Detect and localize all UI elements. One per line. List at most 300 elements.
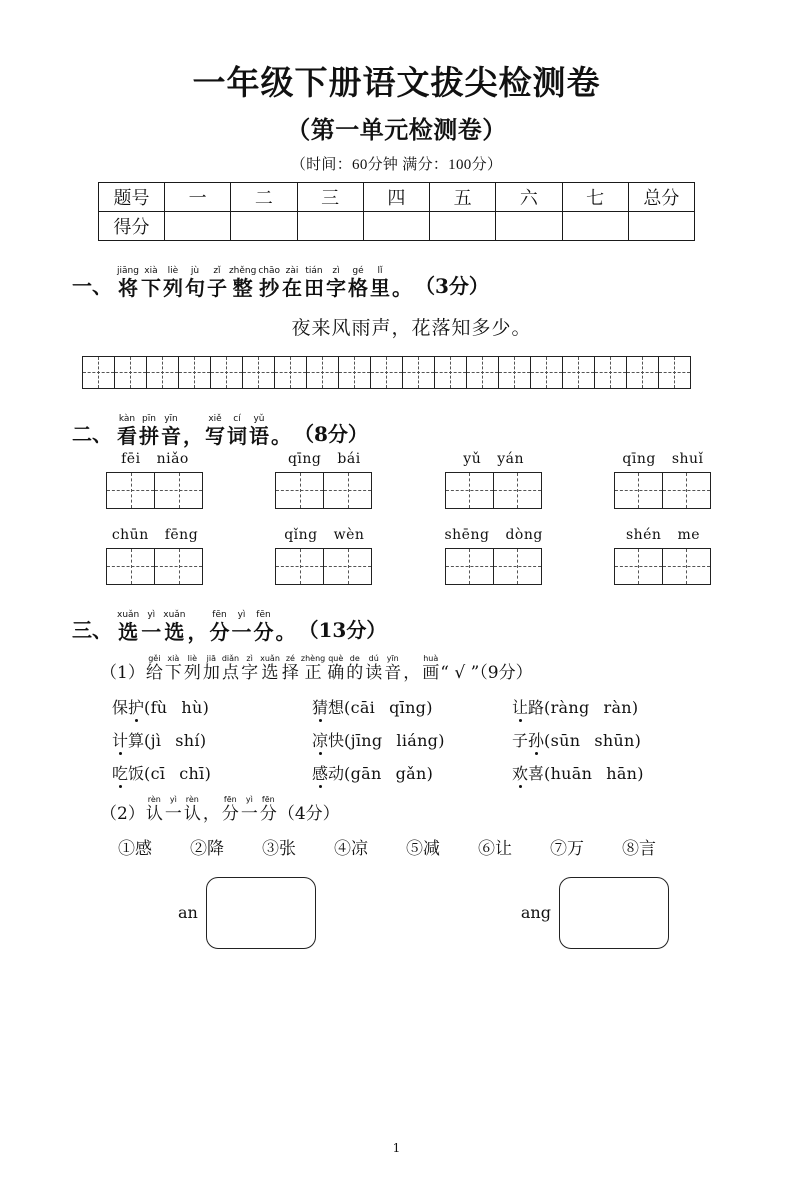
ruby-char [301,655,325,683]
pronunciation-option[interactable]: cī [150,763,166,783]
han-char: 护 [128,695,144,718]
pronunciation-choice-list [112,695,793,784]
section-3-points: （13分） [298,617,387,642]
section-1-number: 一、 [72,273,112,298]
ruby-char [117,267,139,299]
pinyin-syllable: shēng [444,526,490,543]
writing-cell[interactable] [402,356,435,389]
ruby-char [205,415,225,447]
ruby-char [271,415,291,447]
pinyin-syllable: me [677,526,701,543]
pronunciation-row [112,761,793,784]
pinyin-annotation: yì [147,609,156,620]
score-table-colhead: 七 [562,182,628,211]
han-char: 分 [253,619,274,644]
han-char: 田 [304,275,325,300]
ruby-char [163,267,183,299]
pronunciation-option[interactable]: fù [150,697,168,717]
pinyin-annotation: liè [187,653,198,663]
word-pinyin-label [264,451,384,467]
han-char: 拼 [139,423,159,448]
han-char: 给 [145,662,163,683]
han-char: 分 [259,803,277,824]
word-answer-grid[interactable] [603,472,723,509]
ruby-char [146,655,163,683]
han-char: 计 [112,728,128,751]
ruby-char [210,611,230,643]
writing-cell[interactable] [662,472,711,509]
ruby-char [163,611,185,643]
han-char: 下 [140,275,161,300]
han-char: ， [183,423,203,448]
ruby-char [184,796,201,824]
pronunciation-option[interactable]: jīng [350,730,383,750]
pronunciation-options: (gān gǎn) [344,763,434,783]
pinyin-annotation: xuǎn [163,609,186,620]
han-char: 猜 [312,695,328,718]
score-table-colhead: 五 [430,182,496,211]
han-char: 音 [161,423,181,448]
score-table-colhead: 一 [165,182,231,211]
score-table-colhead: 三 [297,182,363,211]
pinyin-annotation: xià [167,653,180,663]
page-subtitle: （第一单元检测卷） [286,114,507,144]
section-3 [72,611,793,643]
word-pinyin-label [603,527,723,543]
pronunciation-options: (cāi qīng) [344,697,433,717]
section-3-ruby-text [116,611,297,643]
writing-cell[interactable] [370,356,403,389]
score-table-cell[interactable] [165,211,231,240]
pronunciation-item [512,761,712,784]
han-char: 在 [282,275,303,300]
word-pinyin-label [434,527,554,543]
ruby-char [254,611,274,643]
pronunciation-option[interactable]: qīng [389,697,427,717]
pinyin-annotation: de [349,653,360,663]
pinyin-annotation: zài [285,265,299,276]
pinyin-word-row [95,527,723,585]
han-char: 抄 [259,275,280,300]
han-char: 孙 [528,728,544,751]
pronunciation-option[interactable]: jì [150,730,162,750]
han-char: 列 [183,662,201,683]
pinyin-annotation: tián [305,265,323,276]
han-char: 。 [275,619,296,644]
word-answer-grid[interactable] [603,548,723,585]
word-answer-grid[interactable] [264,472,384,509]
han-char: 看 [117,423,137,448]
pinyin-syllable: chūn [111,526,149,543]
han-char: 将 [117,275,138,300]
pinyin-word-area [0,451,793,585]
ruby-char [365,655,382,683]
word-answer-grid[interactable] [264,548,384,585]
pinyin-annotation: cí [233,413,241,424]
ruby-char [260,655,280,683]
word-pinyin-label [603,451,723,467]
pinyin-annotation: yīn [386,653,399,663]
writing-cell[interactable] [626,356,659,389]
sub-2-ruby-text [145,796,278,824]
ruby-char [260,796,277,824]
pinyin-annotation: zì [332,265,340,276]
pronunciation-item [512,695,712,718]
han-char: 认 [145,803,163,824]
han-char: 确 [327,662,345,683]
score-table-colhead: 总分 [628,182,694,211]
ruby-char [422,655,439,683]
score-table-row [99,182,695,211]
han-char: 子 [206,275,227,300]
section-3-sub-2-heading [100,796,793,824]
pinyin-syllable: yán [497,450,525,467]
writing-cell[interactable] [114,356,147,389]
pinyin-annotation: chāo [258,265,281,276]
ruby-char [346,655,363,683]
sub-1-label: （1） [100,662,145,683]
pinyin-annotation: rèn [185,794,199,804]
pinyin-annotation: gěi [148,653,161,663]
pronunciation-options: (jì shí) [144,730,207,750]
ruby-char [403,655,420,683]
writing-cell[interactable] [106,472,155,509]
numbered-character[interactable]: ⑦万 [550,838,584,859]
pinyin-annotation: xuǎn [260,653,280,663]
word-answer-grid[interactable] [95,548,215,585]
ruby-char [203,655,220,683]
writing-cell[interactable] [323,472,372,509]
score-table-colhead: 六 [496,182,562,211]
ruby-char [326,267,346,299]
pinyin-annotation: yīn [164,413,178,424]
han-char: 字 [241,662,259,683]
section-1-ruby-text [116,267,413,299]
han-char: 。 [392,275,413,300]
ruby-char [165,796,182,824]
pinyin-word-item [603,527,723,585]
han-char: 快 [328,730,345,750]
writing-cell[interactable] [275,548,324,585]
pinyin-annotation: jù [190,265,200,276]
ruby-char [282,655,299,683]
numbered-character[interactable]: ②降 [190,838,224,859]
score-table [98,182,695,241]
pinyin-annotation: zǐ [213,265,221,276]
writing-cell[interactable] [614,548,663,585]
han-char: 读 [365,662,383,683]
numbered-character[interactable]: ③张 [262,838,296,859]
score-table-cell[interactable] [363,211,429,240]
pinyin-annotation: yì [237,609,246,620]
writing-cell[interactable] [210,356,243,389]
han-char: 算 [128,730,145,750]
han-char: 写 [205,423,225,448]
han-char: 列 [162,275,183,300]
word-answer-grid[interactable] [434,548,554,585]
han-char: 想 [328,697,345,717]
numbered-character[interactable]: ④凉 [334,838,368,859]
han-char: 选 [164,619,185,644]
pinyin-annotation: zì [246,653,253,663]
pinyin-annotation: zhěng [228,265,257,276]
pinyin-syllable: yǔ [463,450,482,467]
word-answer-grid[interactable] [434,472,554,509]
writing-cell[interactable] [106,548,155,585]
pinyin-syllable: qīng [622,450,656,467]
pronunciation-option[interactable]: liáng [396,730,439,750]
page-title: 一年级下册语文拔尖检测卷 [192,63,601,102]
writing-cell[interactable] [306,356,339,389]
ruby-char [282,267,302,299]
ruby-char [304,267,324,299]
numbered-character[interactable]: ⑧言 [622,838,656,859]
section-2 [72,415,793,447]
pinyin-syllable: bái [337,450,361,467]
score-table-cell[interactable] [628,211,694,240]
pronunciation-option[interactable]: shí [175,730,200,750]
han-char: 加 [202,662,220,683]
answer-group [521,877,669,949]
word-pinyin-label [95,527,215,543]
numbered-character[interactable]: ①感 [118,838,152,859]
pinyin-annotation: jiāng [117,265,139,276]
ruby-char [185,267,205,299]
score-table-cell[interactable] [496,211,562,240]
pronunciation-item [512,728,712,751]
writing-cell[interactable] [242,356,275,389]
ruby-char [203,796,220,824]
word-answer-grid[interactable] [95,472,215,509]
han-char: 画 [422,662,440,683]
pinyin-annotation: què [328,653,344,663]
ruby-char [141,611,161,643]
copy-writing-grid[interactable] [83,356,711,389]
section-1-points: （3分） [415,273,489,298]
pronunciation-option[interactable]: huān [550,763,593,783]
pronunciation-item [312,761,512,784]
pinyin-annotation: dú [368,653,379,663]
writing-cell[interactable] [82,356,115,389]
pinyin-word-item [603,451,723,509]
section-1 [72,267,793,299]
word-pinyin-label [264,527,384,543]
pronunciation-options: (jīng liáng) [344,730,445,750]
writing-cell[interactable] [594,356,627,389]
score-table-cell[interactable] [231,211,297,240]
score-table-rowhead: 得分 [99,211,165,240]
numbered-character[interactable]: ⑥让 [478,838,512,859]
pinyin-annotation: xuǎn [117,609,140,620]
pronunciation-option[interactable]: sūn [550,730,581,750]
ruby-char [117,611,139,643]
ruby-char [222,796,239,824]
pinyin-syllable: niǎo [156,450,189,467]
writing-cell[interactable] [323,548,372,585]
ruby-char [165,655,182,683]
writing-cell[interactable] [434,356,467,389]
han-char: 整 [232,275,253,300]
score-table-colhead: 四 [363,182,429,211]
ruby-char [241,796,258,824]
han-char: 分 [209,619,230,644]
writing-cell[interactable] [445,472,494,509]
ruby-char [184,655,201,683]
pronunciation-option[interactable]: ràng [550,697,590,717]
writing-cell[interactable] [178,356,211,389]
han-char: 语 [249,423,269,448]
writing-cell[interactable] [338,356,371,389]
writing-cell[interactable] [530,356,563,389]
score-table-rowhead: 题号 [99,182,165,211]
pronunciation-option[interactable]: ràn [603,697,632,717]
writing-cell[interactable] [154,548,203,585]
pinyin-annotation: lǐ [377,265,383,276]
pinyin-syllable: qǐng [284,526,318,543]
pinyin-word-item [434,527,554,585]
pinyin-syllable: dòng [505,526,543,543]
writing-cell[interactable] [662,548,711,585]
writing-cell[interactable] [274,356,307,389]
pinyin-word-item [264,527,384,585]
section-2-points: （8分） [294,421,368,446]
han-char: 下 [164,662,182,683]
answer-box[interactable] [206,877,316,949]
han-char: 凉 [312,728,328,751]
han-char: 音 [384,662,402,683]
pronunciation-option[interactable]: chī [179,763,205,783]
pinyin-annotation: pīn [142,413,156,424]
writing-cell[interactable] [562,356,595,389]
han-char: 正 [304,662,322,683]
pronunciation-option[interactable]: cāi [350,697,376,717]
han-char: 一 [231,619,252,644]
exam-meta: （时间：60分钟 满分：100分） [290,156,503,173]
pronunciation-option[interactable]: gān [350,763,382,783]
pronunciation-options: (huān hān) [544,763,644,783]
score-table-cell[interactable] [562,211,628,240]
han-char: 让 [512,695,528,718]
score-table-cell[interactable] [297,211,363,240]
ruby-char [249,415,269,447]
ruby-char [161,415,181,447]
writing-cell[interactable] [498,356,531,389]
writing-cell[interactable] [493,472,542,509]
han-char: 动 [328,763,345,783]
ruby-char [227,415,247,447]
score-table-row [99,211,695,240]
pinyin-word-item [95,451,215,509]
pinyin-annotation: kàn [118,413,136,424]
section-3-sub-1-heading [100,655,793,683]
pronunciation-option[interactable]: hān [606,763,638,783]
writing-cell[interactable] [493,548,542,585]
han-char: 择 [281,662,299,683]
han-char: 格 [348,275,369,300]
section-2-heading [72,415,793,447]
numbered-character-list [118,834,793,859]
writing-cell[interactable] [275,472,324,509]
ruby-char [232,611,252,643]
pinyin-syllable: shuǐ [671,450,704,467]
ruby-char [188,611,208,643]
han-char: 选 [261,662,279,683]
han-char: 点 [221,662,239,683]
pinyin-annotation: fēn [261,794,275,804]
han-char: 的 [346,662,364,683]
ruby-char [327,655,344,683]
pinyin-annotation: diǎn [221,653,240,663]
writing-cell[interactable] [614,472,663,509]
han-char: 子 [512,730,529,750]
ruby-char [222,655,239,683]
ruby-char [392,267,412,299]
pronunciation-item [112,728,312,751]
ruby-char [370,267,390,299]
ruby-char [229,267,256,299]
ruby-char [258,267,280,299]
sub-2-tail: （4分） [277,803,340,824]
numbered-character[interactable]: ⑤减 [406,838,440,859]
writing-cell[interactable] [146,356,179,389]
pronunciation-row [112,695,793,718]
han-char: 里 [370,275,391,300]
han-char: 字 [326,275,347,300]
writing-cell[interactable] [658,356,691,389]
pinyin-annotation: zé [285,653,295,663]
pronunciation-option[interactable]: hù [181,697,203,717]
sub-2-label: （2） [100,803,145,824]
pronunciation-row [112,728,793,751]
ruby-char [241,655,258,683]
sub-1-tail: “ √ ”（9分） [440,662,533,683]
ruby-char [348,267,368,299]
han-char: 路 [528,697,545,717]
pronunciation-item [112,695,312,718]
han-char: 一 [240,803,258,824]
pronunciation-options: (ràng ràn) [544,697,639,717]
han-char: 词 [227,423,247,448]
pronunciation-item [312,695,512,718]
ruby-char [117,415,137,447]
poem-line: 夜来风雨声，花落知多少。 [291,316,532,339]
ruby-char [384,655,401,683]
han-char: 选 [118,619,139,644]
han-char: 分 [221,803,239,824]
han-char: 吃 [112,761,128,784]
pinyin-annotation: fēn [256,609,271,620]
pronunciation-option[interactable]: shūn [594,730,635,750]
han-char: 喜 [528,763,545,783]
answer-box[interactable] [559,877,669,949]
ruby-char [146,796,163,824]
word-pinyin-label [95,451,215,467]
han-char: ， [187,619,208,644]
pinyin-annotation: liè [167,265,179,276]
section-3-heading [72,611,793,643]
score-table-cell[interactable] [430,211,496,240]
writing-cell[interactable] [445,548,494,585]
pinyin-annotation: xià [144,265,158,276]
pinyin-word-item [95,527,215,585]
pronunciation-item [112,761,312,784]
pronunciation-option[interactable]: gǎn [395,763,427,783]
writing-cell[interactable] [154,472,203,509]
writing-cell[interactable] [466,356,499,389]
answer-box-area [178,877,793,949]
pronunciation-options: (fù hù) [144,697,210,717]
pinyin-annotation: gé [352,265,364,276]
